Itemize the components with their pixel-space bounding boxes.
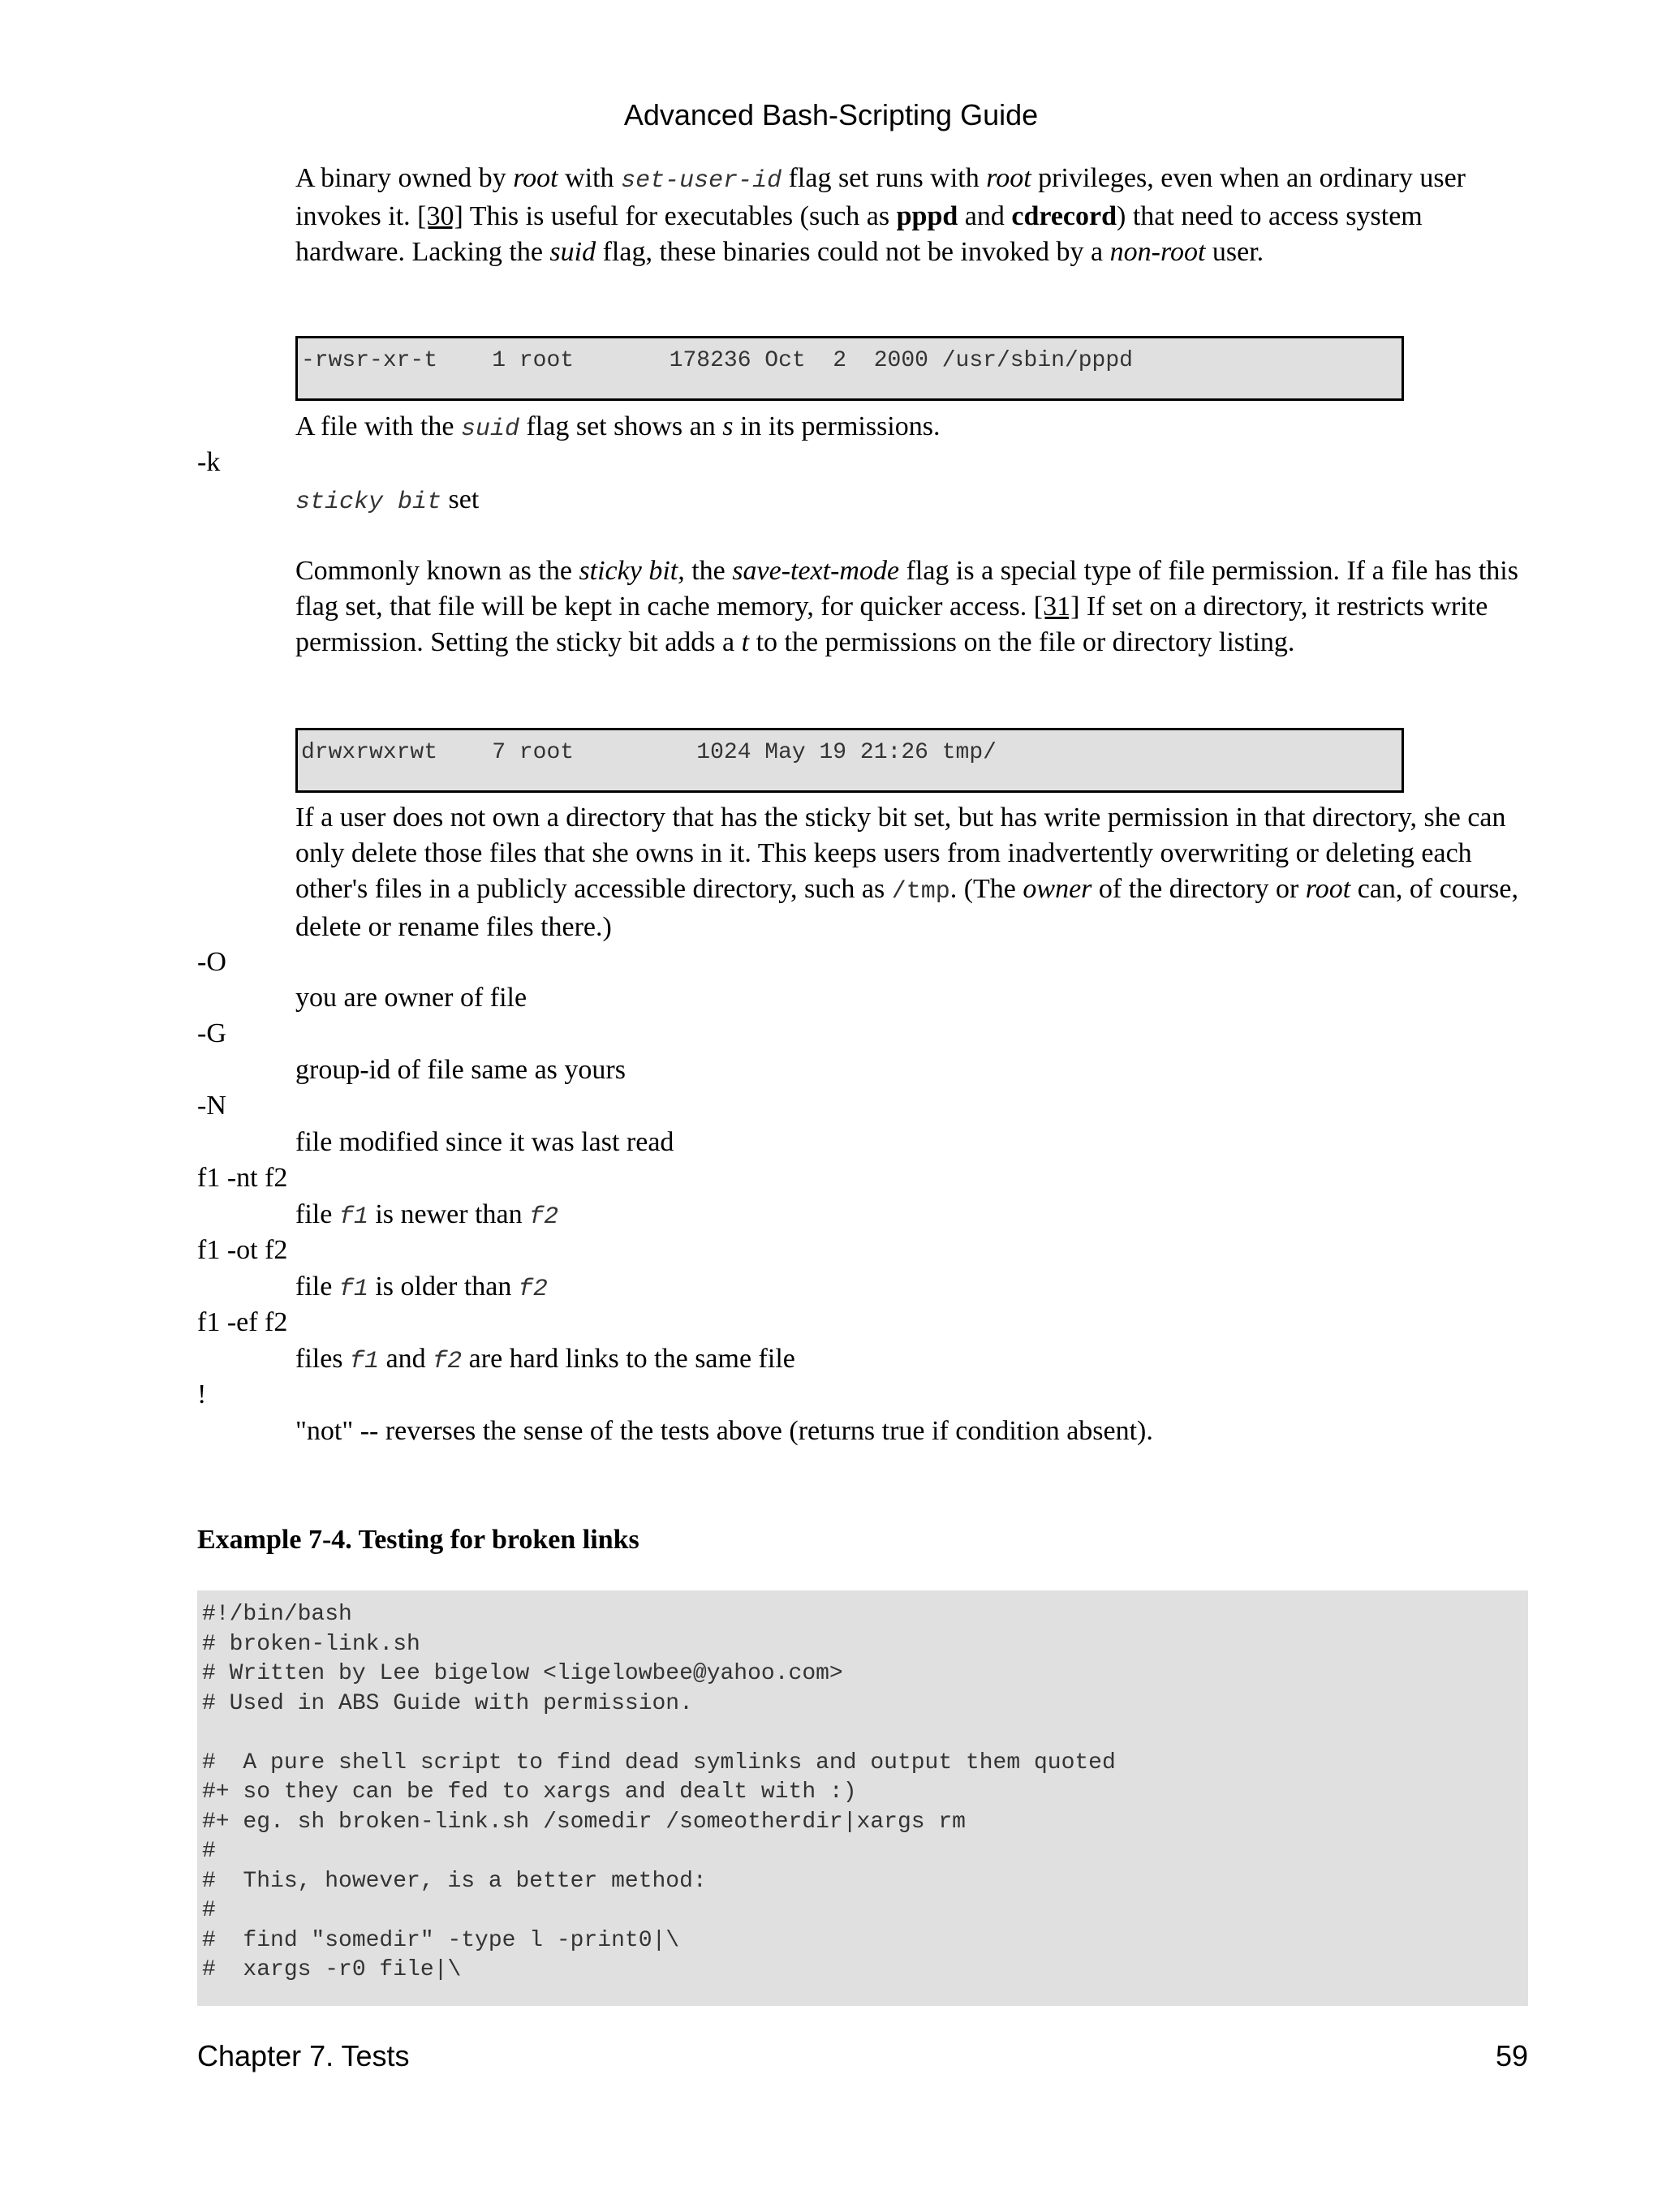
term-older-than: f1 -ot f2: [197, 1235, 288, 1265]
footer-chapter: Chapter 7. Tests: [197, 2039, 410, 2072]
term-owner: -O: [197, 947, 226, 977]
term-newer-than-definition: file f1 is newer than f2: [295, 1199, 559, 1231]
suid-note: A file with the suid flag set shows an s in its permissions.: [295, 411, 941, 443]
term-owner-definition: you are owner of file: [295, 983, 527, 1013]
suid-screen-listing: -rwsr-xr-t 1 root 178236 Oct 2 2000 /usr/sbin/pppd: [295, 336, 1404, 401]
sticky-screen-listing: drwxrwxrwt 7 root 1024 May 19 21:26 tmp/: [295, 728, 1404, 793]
term-group: -G: [197, 1018, 226, 1048]
term-sticky: -k: [197, 447, 221, 477]
page-footer: [197, 2038, 1528, 2077]
term-same-file: f1 -ef f2: [197, 1307, 288, 1337]
sticky-definition: sticky bit set: [295, 484, 480, 516]
term-not-definition: "not" -- reverses the sense of the tests above (returns true if condition absent).: [295, 1416, 1153, 1446]
term-group-definition: group-id of file same as yours: [295, 1055, 626, 1085]
term-modified: -N: [197, 1091, 226, 1121]
sticky-description: Commonly known as the sticky bit, the save-text-mode flag is a special type of file permission. If a file has this flag set, that file will be kept in cache memory, for quicker access. [31] If set on a directory, it restricts write permission. Setting the sticky bit adds a t to the permissions on the file or directory listing.: [295, 556, 1518, 657]
footnote-link-30[interactable]: [30]: [417, 201, 463, 231]
code-listing: #!/bin/bash # broken-link.sh # Written by Lee bigelow <ligelowbee@yahoo.com> # Used in ABS Guide with permission. # A pure shell script to find dead symlinks and output them quoted #+ so they can be fed to xargs and dealt with :) #+ eg. sh broken-link.sh /somedir /someotherdir|xargs rm # # This, however, is a better method: # # find "somedir" -type l -print0|\ # xargs -r0 file|\: [197, 1590, 1528, 2006]
page-header: Advanced Bash-Scripting Guide: [623, 98, 1039, 131]
example-title: Example 7-4. Testing for broken links: [197, 1525, 639, 1555]
term-same-file-definition: files f1 and f2 are hard links to the same file: [295, 1344, 795, 1375]
footnote-link-31[interactable]: [31]: [1033, 592, 1080, 622]
term-not: !: [197, 1379, 207, 1409]
suid-description: A binary owned by root with set-user-id flag set runs with root privileges, even when an ordinary user invokes it. [30] This is useful for executables (such as pppd and cdrecord) that need to access system hardware. Lacking the suid flag, these binaries could not be invoked by a non-root user.: [295, 163, 1466, 267]
footer-page-number: 59: [1495, 2039, 1528, 2072]
sticky-note: If a user does not own a directory that has the sticky bit set, but has write permission in that directory, she can only delete those files that she owns in it. This keeps users from inadvertently overwriting or deleting each other's files in a publicly accessible directory, such as /tmp. (The owner of the directory or root can, of course, delete or rename files there.): [295, 803, 1518, 942]
term-newer-than: f1 -nt f2: [197, 1163, 288, 1193]
term-older-than-definition: file f1 is older than f2: [295, 1272, 548, 1303]
term-modified-definition: file modified since it was last read: [295, 1127, 674, 1157]
